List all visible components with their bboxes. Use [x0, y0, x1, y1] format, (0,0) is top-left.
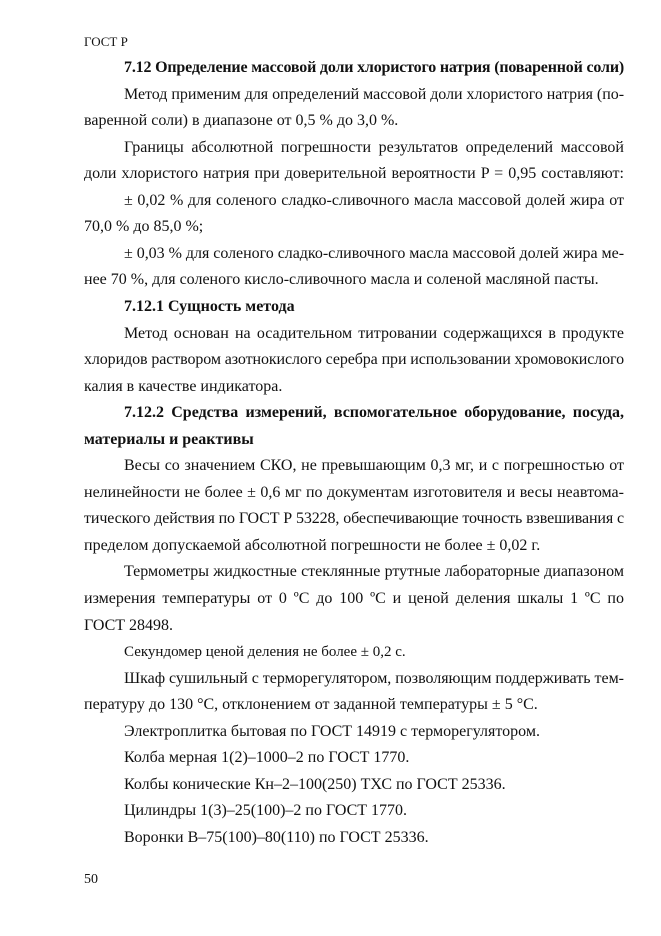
paragraph-line: пределом допускаемой абсолютной погрешности не более ± 0,02 г.	[84, 536, 541, 554]
paragraph-line: тического действия по ГОСТ Р 53228, обеспечивающие точность взвешивания с	[84, 510, 624, 528]
paragraph-line: доли хлористого натрия при доверительной вероятности P = 0,95 составляют:	[84, 165, 624, 183]
paragraph-line: Метод применим для определений массовой доли хлористого натрия (по-	[124, 85, 625, 103]
paragraph-line: Секундомер ценой деления не более ± 0,2 с.	[124, 644, 406, 661]
paragraph-line: пературу до 130 °С, отклонением от заданной температуры ± 5 °С.	[84, 696, 538, 714]
paragraph-line: Метод основан на осадительном титровании содержащихся в продукте	[124, 324, 624, 342]
paragraph-line: нее 70 %, для соленого кисло-сливочного масла и соленой масляной пасты.	[84, 271, 599, 289]
paragraph-line: ± 0,02 % для соленого сладко-сливочного масла массовой долей жира от	[124, 191, 624, 209]
paragraph-line: Колба мерная 1(2)–1000–2 по ГОСТ 1770.	[124, 749, 410, 767]
paragraph-line: нелинейности не более ± 0,6 мг по документам изготовителя и весы неавтома-	[84, 483, 624, 501]
document-header: ГОСТ Р	[84, 34, 128, 49]
paragraph-line: калия в качестве индикатора.	[84, 377, 283, 395]
paragraph-line: Границы абсолютной погрешности результатов определений массовой	[124, 138, 624, 156]
paragraph-line: Термометры жидкостные стеклянные ртутные лабораторные диапазоном	[124, 563, 624, 581]
paragraph-line: Шкаф сушильный с терморегулятором, позволяющим поддерживать тем-	[124, 669, 624, 687]
paragraph-line: Цилиндры 1(3)–25(100)–2 по ГОСТ 1770.	[124, 802, 408, 820]
section-heading-line: 7.12 Определение массовой доли хлористого натрия (поваренной соли)	[124, 59, 625, 76]
paragraph-line: Весы со значением СКО, не превышающим 0,3 мг, и с погрешностью от	[124, 457, 624, 475]
paragraph-line: Колбы конические Кн–2–100(250) ТХС по ГОСТ 25336.	[124, 775, 506, 793]
paragraph-line: 70,0 % до 85,0 %;	[84, 218, 204, 236]
section-heading-line: 7.12.1 Сущность метода	[124, 297, 295, 315]
section-heading-line: материалы и реактивы	[84, 430, 254, 448]
paragraph-line: измерения температуры от 0 ºС до 100 ºС и ценой деления шкалы 1 ºС по	[84, 590, 624, 607]
paragraph-line: ± 0,03 % для соленого сладко-сливочного масла массовой долей жира ме-	[124, 244, 624, 262]
paragraph-line: Воронки В–75(100)–80(110) по ГОСТ 25336.	[124, 828, 429, 846]
paragraph-line: хлоридов раствором азотнокислого серебра при использовании хромовокислого	[84, 351, 624, 369]
paragraph-line: Электроплитка бытовая по ГОСТ 14919 с терморегулятором.	[124, 722, 540, 740]
paragraph-line: варенной соли) в диапазоне от 0,5 % до 3,0 %.	[84, 112, 399, 130]
section-heading-line: 7.12.2 Средства измерений, вспомогательное оборудование, посуда,	[124, 404, 624, 422]
paragraph-line: ГОСТ 28498.	[84, 616, 174, 634]
page-number: 50	[84, 872, 98, 887]
